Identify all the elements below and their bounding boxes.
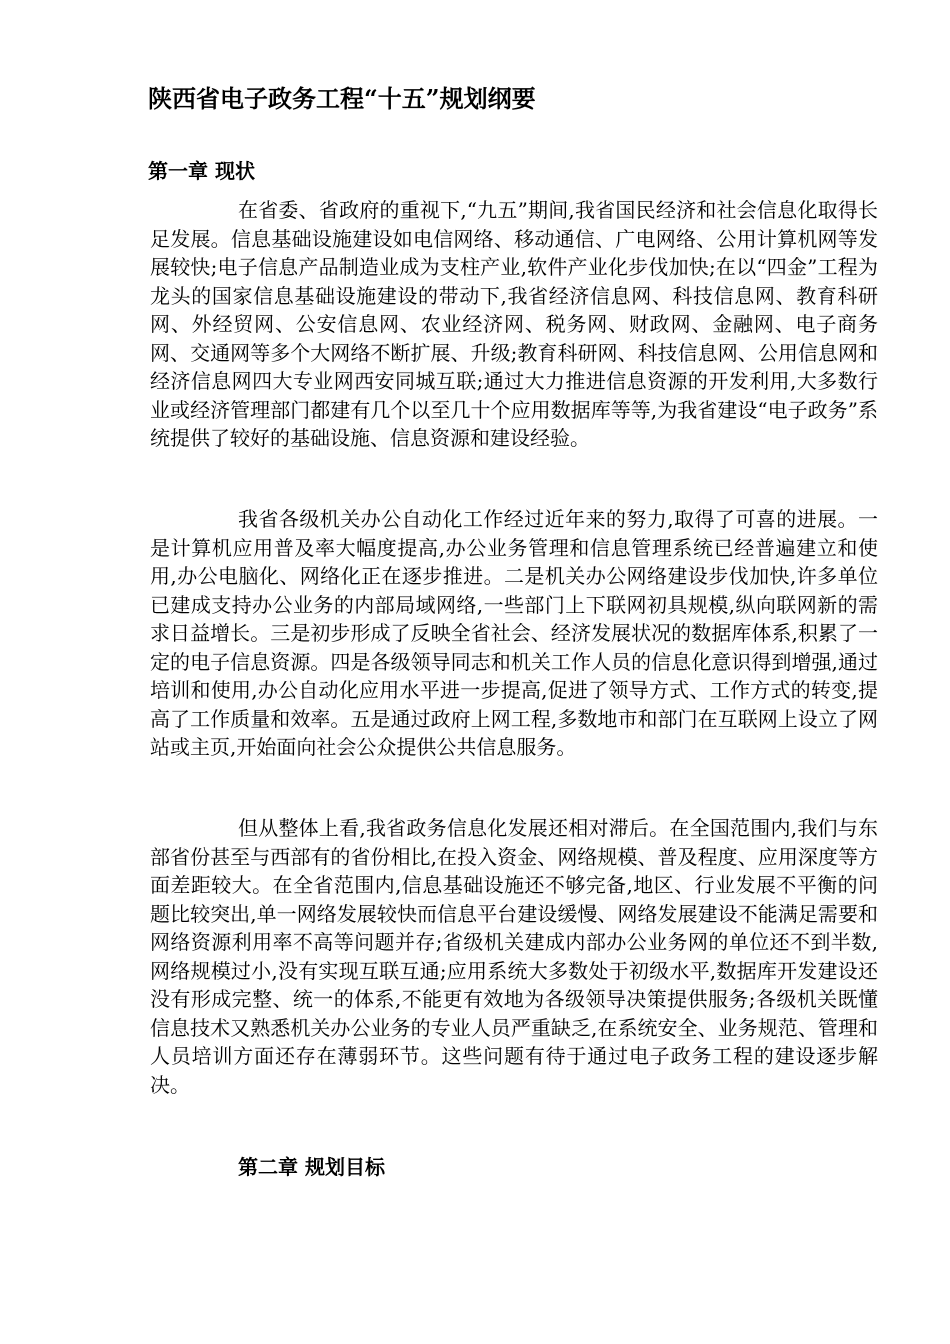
chapter-1-heading: 第一章 现状 [148, 159, 255, 183]
chapter-2-heading: 第二章 规划目标 [238, 1155, 385, 1179]
chapter-1-paragraph-1: 在省委、省政府的重视下,“九五”期间,我省国民经济和社会信息化取得长足发展。信息基础设施建设如电信网络、移动通信、广电网络、公用计算机网等发展较快;电子信息产品制造业成为支柱产业,软件产业化步伐加快;在以“四金”工程为龙头的国家信息基础设施建设的带动下,我省经济信息网、科技信息网、教育科研网、外经贸网、公安信息网、农业经济网、税务网、财政网、金融网、电子商务网、交通网等多个大网络不断扩展、升级;教育科研网、科技信息网、公用信息网和经济信息网四大专业网西安同城互联;通过大力推进信息资源的开发利用,大多数行业或经济管理部门都建有几个以至几十个应用数据库等等,为我省建设“电子政务”系统提供了较好的基础设施、信息资源和建设经验。 [150, 198, 878, 450]
chapter-1-paragraph-3: 但从整体上看,我省政务信息化发展还相对滞后。在全国范围内,我们与东部省份甚至与西部有的省份相比,在投入资金、网络规模、普及程度、应用深度等方面差距较大。在全省范围内,信息基础设施还不够完备,地区、行业发展不平衡的问题比较突出,单一网络发展较快而信息平台建设缓慢、网络发展建设不能满足需要和网络资源利用率不高等问题并存;省级机关建成内部办公业务网的单位还不到半数,网络规模过小,没有实现互联互通;应用系统大多数处于初级水平,数据库开发建设还没有形成完整、统一的体系,不能更有效地为各级领导决策提供服务;各级机关既懂信息技术又熟悉机关办公业务的专业人员严重缺乏,在系统安全、业务规范、管理和人员培训方面还存在薄弱环节。这些问题有待于通过电子政务工程的建设逐步解决。 [150, 816, 878, 1097]
chapter-1-paragraph-2: 我省各级机关办公自动化工作经过近年来的努力,取得了可喜的进展。一是计算机应用普及率大幅度提高,办公业务管理和信息管理系统已经普遍建立和使用,办公电脑化、网络化正在逐步推进。二是机关办公网络建设步伐加快,许多单位已建成支持办公业务的内部局域网络,一些部门上下联网初具规模,纵向联网新的需求日益增长。三是初步形成了反映全省社会、经济发展状况的数据库体系,积累了一定的电子信息资源。四是各级领导同志和机关工作人员的信息化意识得到增强,通过培训和使用,办公自动化应用水平进一步提高,促进了领导方式、工作方式的转变,提高了工作质量和效率。五是通过政府上网工程,多数地市和部门在互联网上设立了网站或主页,开始面向社会公众提供公共信息服务。 [150, 507, 878, 759]
document-title: 陕西省电子政务工程“十五”规划纲要 [148, 84, 536, 113]
